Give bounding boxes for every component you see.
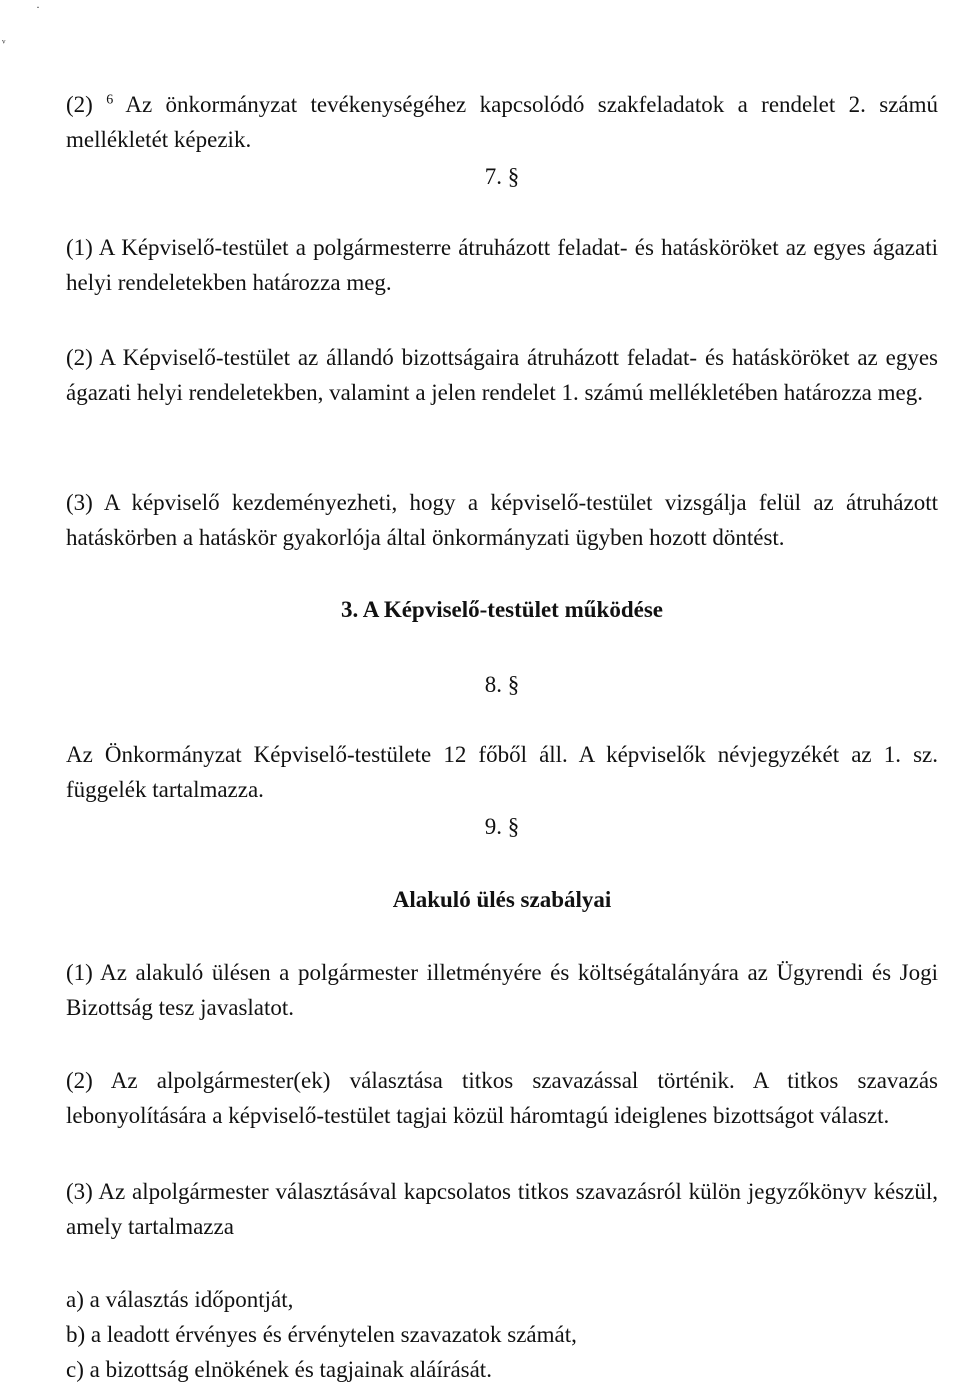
- section-9-title: Alakuló ülés szabályai: [392, 887, 612, 912]
- section-8-heading: 8. §: [484, 672, 520, 697]
- stray-mark: ᵛ: [2, 36, 6, 50]
- section-9-paragraph-2: (2) Az alpolgármester(ek) választása titkos szavazással történik. A titkos szavazás lebonyolítására a képviselő-testület tagjai közül háromtagú ideiglenes bizottságot választ.: [66, 1068, 938, 1128]
- section-9-heading: 9. §: [484, 814, 520, 839]
- list-item: b) a leadott érvényes és érvénytelen szavazatok számát,: [66, 1322, 577, 1347]
- section-9-paragraph-3: (3) Az alpolgármester választásával kapcsolatos titkos szavazásról külön jegyzőkönyv készül, amely tartalmazza: [66, 1179, 938, 1239]
- section-7-paragraph-3: (3) A képviselő kezdeményezheti, hogy a képviselő-testület vizsgálja felül az átruházott hatáskörben a hatáskör gyakorlója által önkormányzati ügyben hozott döntést.: [66, 490, 938, 550]
- section-7-heading: 7. §: [484, 164, 520, 189]
- footnote-marker: 6: [106, 92, 114, 108]
- section-9-paragraph-1: (1) Az alakuló ülésen a polgármester illetményére és költségátalányára az Ügyrendi és Jogi Bizottság tesz javaslatot.: [66, 960, 938, 1020]
- list-item: a) a választás időpontját,: [66, 1287, 294, 1312]
- stray-mark: ·: [36, 0, 40, 14]
- list-item: c) a bizottság elnökének és tagjainak aláírását.: [66, 1357, 492, 1382]
- section-7-paragraph-2: (2) A Képviselő-testület az állandó bizottságaira átruházott feladat- és hatásköröket az egyes ágazati helyi rendeletekben, valamint a jelen rendelet 1. számú mellékletében határozza meg.: [66, 345, 938, 405]
- chapter-3-heading: 3. A Képviselő-testület működése: [341, 597, 663, 622]
- paragraph-text: Az önkormányzat tevékenységéhez kapcsolódó szakfeladatok a rendelet 2. számú mellékletét képezik.: [66, 92, 939, 152]
- paragraph-lead: (2): [66, 92, 93, 117]
- paragraph-2-footnote-6: [66, 87, 938, 157]
- section-8-paragraph: Az Önkormányzat Képviselő-testülete 12 főből áll. A képviselők névjegyzékét az 1. sz. függelék tartalmazza.: [66, 742, 938, 802]
- section-7-paragraph-1: (1) A Képviselő-testület a polgármesterre átruházott feladat- és hatásköröket az egyes ágazati helyi rendeletekben határozza meg.: [66, 235, 938, 295]
